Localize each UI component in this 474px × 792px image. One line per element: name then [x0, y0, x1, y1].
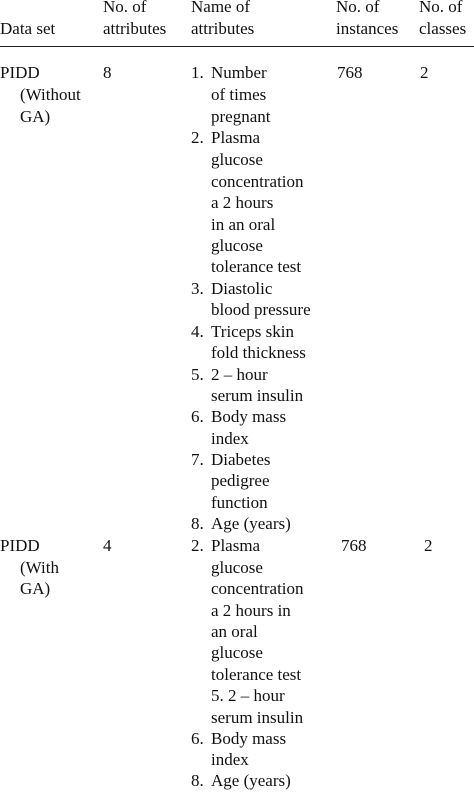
header-dataset: [0, 18, 55, 40]
row2-num-attributes: 4: [103, 536, 112, 555]
row1-attr4-line2: fold thickness: [211, 343, 306, 362]
row2-attr1-num: 2.: [191, 536, 204, 555]
row2-dataset-line1: PIDD: [0, 536, 40, 555]
row1-attr5-num: 5.: [191, 365, 204, 384]
row1-attr3-line1: Diastolic: [211, 279, 273, 298]
row1-attr2-line5: in an oral: [211, 215, 276, 234]
row2-attr1-line2: glucose: [211, 558, 263, 577]
row1-attr2-line2: glucose: [211, 150, 263, 169]
row2-attr1-line9: serum insulin: [211, 708, 304, 727]
row1-attr5-line2: serum insulin: [211, 386, 304, 405]
header-num-attributes-line2: attributes: [103, 18, 167, 38]
row1-attr2-line7: tolerance test: [211, 257, 302, 276]
row2-attr2-line2: index: [211, 750, 249, 769]
header-num-classes: [419, 0, 466, 39]
row2-attr1-line7: tolerance test: [211, 665, 302, 684]
row2-attr1-line6: glucose: [211, 643, 263, 662]
row1-dataset-line2: (Without: [20, 85, 81, 104]
row1-attr7-line1: Diabetes: [211, 450, 271, 469]
row1-dataset-line3: GA): [20, 107, 51, 126]
header-num-instances-line2: instances: [336, 18, 399, 38]
row2-attr1-line1: Plasma: [211, 536, 261, 555]
header-num-instances: [336, 0, 398, 39]
header-rule: [0, 46, 474, 47]
row1-attr7-line3: function: [211, 493, 268, 512]
row1-attr3-line2: blood pressure: [211, 300, 311, 319]
row1-attr2-line6: glucose: [211, 236, 263, 255]
row1-attr7-num: 7.: [191, 450, 204, 469]
row2-attr2-num: 6.: [191, 729, 204, 748]
row1-attr8-num: 8.: [191, 514, 204, 533]
header-name-attributes-line2: attributes: [191, 18, 255, 38]
header-num-instances-line1: No. of: [336, 0, 380, 16]
row1-attr5-line1: 2 – hour: [211, 365, 268, 384]
row2-attr1-line5: an oral: [211, 622, 258, 641]
row2-attr1-line4: a 2 hours in: [211, 601, 291, 620]
header-num-classes-line1: No. of: [419, 0, 463, 16]
row1-attr1-line3: pregnant: [211, 107, 271, 126]
row1-num-attributes: 8: [103, 63, 112, 82]
row1-attr6-num: 6.: [191, 407, 204, 426]
header-name-attributes: [191, 0, 254, 39]
row1-attr1-line1: Number: [211, 63, 267, 82]
header-name-attributes-line1: Name of: [191, 0, 251, 16]
row2-num-classes: 2: [424, 536, 433, 555]
row1-dataset-line1: PIDD: [0, 63, 40, 82]
row1-attr8-line1: Age (years): [211, 514, 291, 533]
row2-attr1-line8: 5. 2 – hour: [211, 686, 285, 705]
row1-num-classes: 2: [420, 63, 429, 82]
row2-attr1-line3: concentration: [211, 579, 304, 598]
header-dataset-label: Data set: [0, 19, 56, 38]
row1-attr4-num: 4.: [191, 322, 204, 341]
row1-attr7-line2: pedigree: [211, 471, 270, 490]
row2-attr2-line1: Body mass: [211, 729, 287, 748]
row1-attr1-num: 1.: [191, 63, 204, 82]
row2-dataset-line2: (With: [20, 558, 59, 577]
row1-attr3-num: 3.: [191, 279, 204, 298]
row1-attr2-line1: Plasma: [211, 128, 261, 147]
row2-attr3-num: 8.: [191, 771, 204, 790]
header-num-attributes-line1: No. of: [103, 0, 147, 16]
row2-attr3-line1: Age (years): [211, 771, 291, 790]
row2-dataset-line3: GA): [20, 579, 51, 598]
row1-attr6-line2: index: [211, 429, 249, 448]
row1-attr1-line2: of times: [211, 85, 267, 104]
header-num-classes-line2: classes: [419, 18, 467, 38]
row2-num-instances: 768: [341, 536, 367, 555]
row1-attr2-num: 2.: [191, 128, 204, 147]
row1-attr2-line4: a 2 hours: [211, 193, 274, 212]
row1-attr2-line3: concentration: [211, 172, 304, 191]
row1-attr6-line1: Body mass: [211, 407, 287, 426]
header-num-attributes: [103, 0, 166, 39]
row1-num-instances: 768: [337, 63, 363, 82]
row1-attr4-line1: Triceps skin: [211, 322, 294, 341]
